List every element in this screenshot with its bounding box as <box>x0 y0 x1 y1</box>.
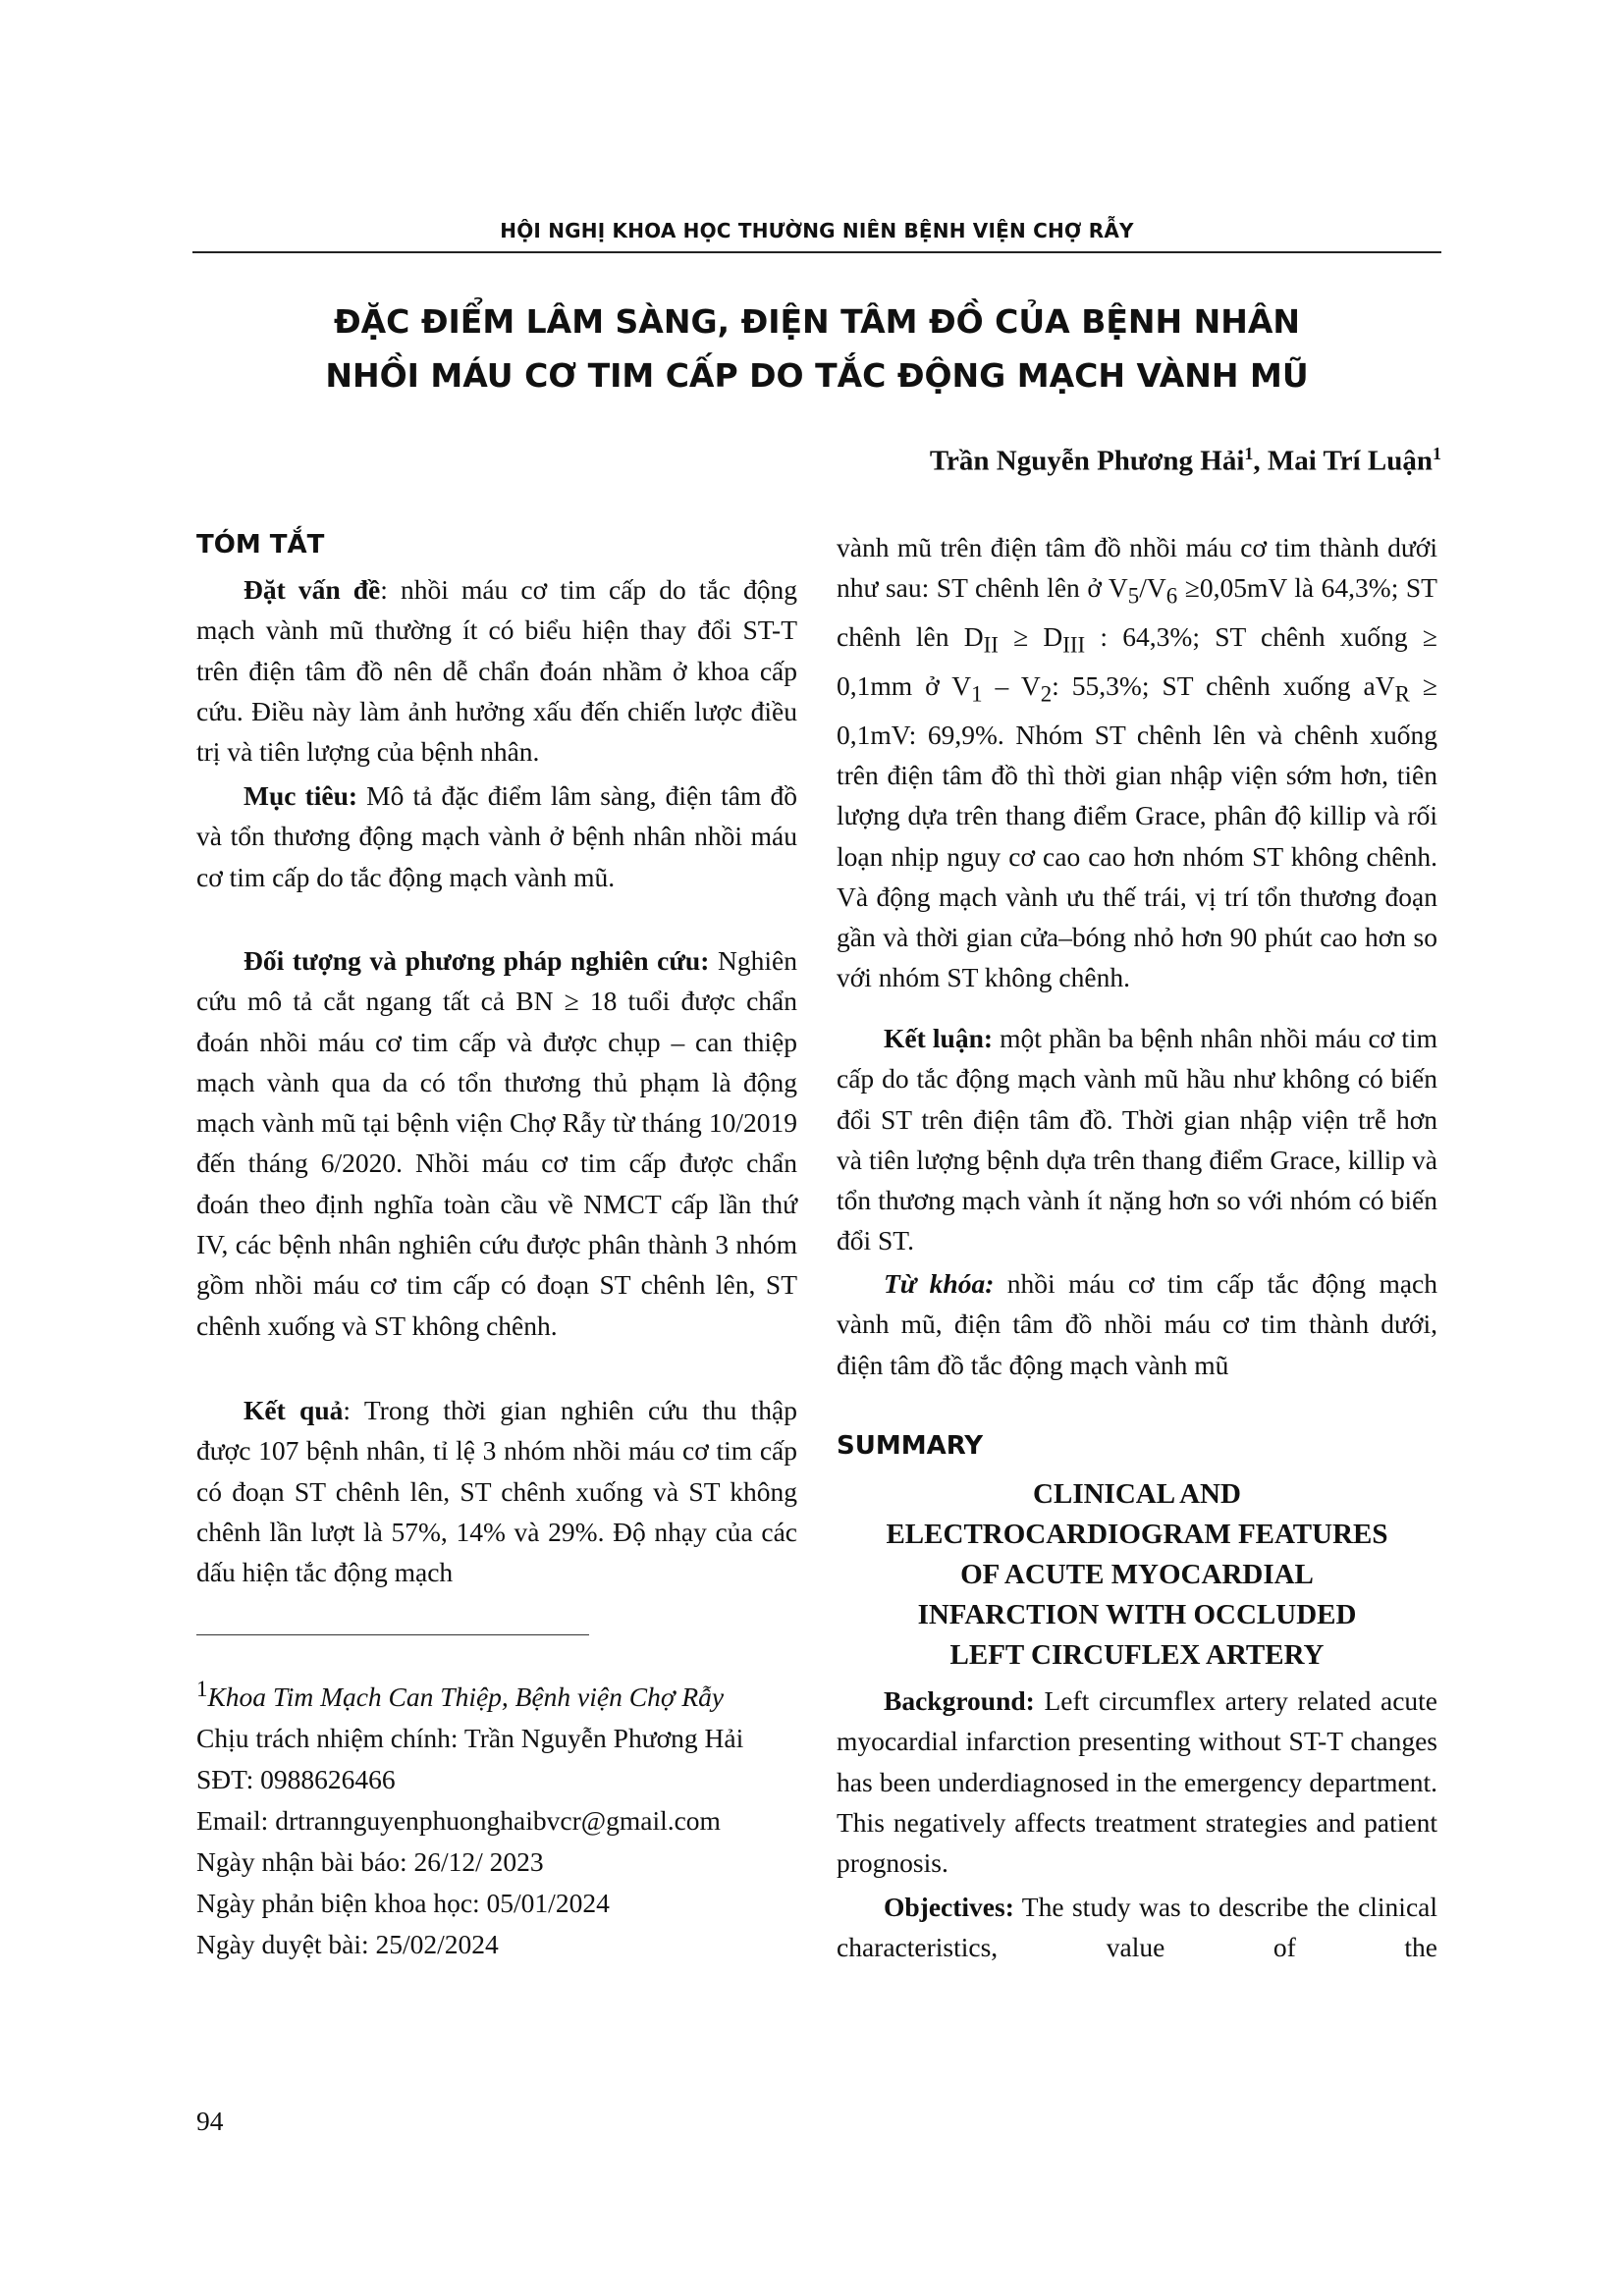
en-background-label: Background: <box>884 1685 1035 1716</box>
lead-dii-sub: II <box>983 632 999 658</box>
conclusion-label: Kết luận: <box>884 1023 994 1053</box>
results-slash: /V <box>1139 572 1166 604</box>
en-objectives-label: Objectives: <box>884 1892 1014 1922</box>
review-date: Ngày phản biện khoa học: 05/01/2024 <box>196 1888 610 1919</box>
methods-text: Nghiên cứu mô tả cắt ngang tất cả BN ≥ 18 tuổi được chẩn đoán nhồi máu cơ tim cấp và được chụp – can thiệp mạch vành qua da có tổn thương thủ phạm là động mạch vành mũ tại bệnh viện Chợ Rẫy từ tháng 10/2019 đến tháng 6/2020. Nhồi máu cơ tim cấp được chẩn đoán theo định nghĩa toàn cầu về NMCT cấp lần thứ IV, các bệnh nhân nghiên cứu được phân thành 3 nhóm gồm nhồi máu cơ tim cấp có đoạn ST chênh lên, ST chênh xuống và ST không chênh. <box>196 945 797 1341</box>
results-cont-1: vành mũ trên điện tâm đồ nhồi máu cơ tim thành dưới như sau: ST chênh lên ở V <box>837 532 1437 604</box>
article-title <box>192 294 1441 402</box>
results-text: : Trong thời gian nghiên cứu thu thập được 107 bệnh nhân, tỉ lệ 3 nhóm nhồi máu cơ tim cấp có đoạn ST chênh lên, ST chênh xuống và ST không chênh lần lượt là 57%, 14% và 29%. Độ nhạy của các dấu hiện tắc động mạch <box>196 1395 798 1588</box>
lead-v1-sub: 1 <box>971 681 983 707</box>
results-geq: ≥ D <box>998 621 1063 653</box>
results-cont-4: : 55,3%; ST chênh xuống aV <box>1052 669 1395 701</box>
abstract-conclusion <box>837 1018 1437 1261</box>
page-number: 94 <box>196 2106 224 2136</box>
objective-label: Mục tiêu: <box>244 780 358 811</box>
lead-v5-sub: 5 <box>1127 583 1140 609</box>
background-label: Đặt vấn đề <box>244 574 381 605</box>
author-separator: , <box>1253 445 1268 477</box>
english-title-line: CLINICAL AND <box>1033 1478 1241 1510</box>
abstract-heading: TÓM TẮT <box>196 530 325 560</box>
objective-text: Mô tả đặc điểm lâm sàng, điện tâm đồ và tổn thương động mạch vành ở bệnh nhân nhồi máu cơ tim cấp do tắc động mạch vành mũ. <box>196 780 797 892</box>
header-rule <box>192 251 1441 253</box>
conclusion-text: một phần ba bệnh nhân nhồi máu cơ tim cấp do tắc động mạch vành mũ hầu như không có biến đổi ST trên điện tâm đồ. Thời gian nhập viện trễ hơn và tiên lượng bệnh dựa trên thang điểm Grace, killip và tổn thương mạch vành ít nặng hơn so với nhóm có biến đổi ST. <box>837 1023 1438 1256</box>
background-text: : nhồi máu cơ tim cấp do tắc động mạch vành mũ thường ít có biểu hiện thay đổi ST-T trên điện tâm đồ nên dễ chẩn đoán nhầm ở khoa cấp cứu. Điều này làm ảnh hưởng xấu đến chiến lược điều trị và tiên lượng của bệnh nhân. <box>196 574 797 768</box>
accepted-date: Ngày duyệt bài: 25/02/2024 <box>196 1929 499 1960</box>
results-cont-2: ≥0,05mV là 64,3%; ST chênh lên D <box>837 572 1437 653</box>
lead-diii-sub: III <box>1062 632 1086 658</box>
results-dash: – V <box>982 669 1041 701</box>
results-cont-5: ≥ 0,1mV: 69,9%. Nhóm ST chênh lên và chênh xuống trên điện tâm đồ thì thời gian nhập viện sớm hơn, tiên lượng dựa trên thang điểm Grace, phân độ killip và rối loạn nhịp nguy cơ cao cao hơn nhóm ST không chênh. Và động mạch vành ưu thế trái, vị trí tổn thương đoạn gần và thời gian cửa–bóng nhỏ hơn 90 phút cao hơn so với nhóm ST không chênh. <box>837 669 1438 993</box>
english-title-line: LEFT CIRCUFLEX ARTERY <box>949 1639 1325 1671</box>
abstract-objective <box>196 775 797 897</box>
author-1-affiliation: 1 <box>1244 444 1254 463</box>
lead-v6-sub: 6 <box>1165 583 1178 609</box>
english-title <box>837 1474 1437 1676</box>
corresponding-author: Chịu trách nhiệm chính: Trần Nguyễn Phương Hải <box>196 1723 744 1754</box>
english-title-line: INFARCTION WITH OCCLUDED <box>917 1599 1357 1630</box>
footnote-rule <box>196 1634 589 1635</box>
summary-heading: SUMMARY <box>837 1431 984 1461</box>
author-1: Trần Nguyễn Phương Hải <box>929 445 1245 477</box>
lead-avr-sub: R <box>1394 681 1410 707</box>
received-date: Ngày nhận bài báo: 26/12/ 2023 <box>196 1846 544 1878</box>
keywords-text: nhồi máu cơ tim cấp tắc động mạch vành mũ, điện tâm đồ nhồi máu cơ tim thành dưới, điện tâm đồ tắc động mạch vành mũ <box>837 1268 1438 1380</box>
results-label: Kết quả <box>244 1395 344 1425</box>
summary-background <box>837 1681 1437 1883</box>
english-title-line: OF ACUTE MYOCARDIAL <box>960 1559 1314 1590</box>
abstract-methods <box>196 940 797 1346</box>
keywords-label: Từ khóa: <box>884 1268 995 1299</box>
footnotes <box>196 1669 797 1965</box>
abstract-background <box>196 569 797 772</box>
en-objectives-text: The study was to describe the clinical characteristics, value of the <box>837 1892 1437 1963</box>
results-cont-3: : 64,3%; ST chênh xuống ≥ 0,1mm ở V <box>837 621 1437 701</box>
affiliation-note <box>196 1669 797 1718</box>
email-address: Email: drtrannguyenphuonghaibvcr@gmail.com <box>196 1805 721 1837</box>
affiliation-sup: 1 <box>196 1677 208 1701</box>
methods-label: Đối tượng và phương pháp nghiên cứu: <box>244 945 710 976</box>
running-header: HỘI NGHỊ KHOA HỌC THƯỜNG NIÊN BỆNH VIỆN CHỢ RẪY <box>500 219 1134 242</box>
title-line-2: NHỒI MÁU CƠ TIM CẤP DO TẮC ĐỘNG MẠCH VÀNH MŨ <box>325 356 1309 395</box>
abstract-results-continued <box>837 527 1437 998</box>
author-2-affiliation: 1 <box>1433 444 1441 463</box>
affiliation-text: Khoa Tim Mạch Can Thiệp, Bệnh viện Chợ Rẫy <box>207 1682 725 1713</box>
author-2: Mai Trí Luận <box>1267 445 1433 477</box>
phone-number: SĐT: 0988626466 <box>196 1764 396 1795</box>
abstract-keywords <box>837 1263 1437 1385</box>
author-list <box>930 444 1441 478</box>
lead-v2-sub: 2 <box>1040 681 1053 707</box>
english-title-line: ELECTROCARDIOGRAM FEATURES <box>886 1519 1388 1550</box>
title-line-1: ĐẶC ĐIỂM LÂM SÀNG, ĐIỆN TÂM ĐỒ CỦA BỆNH NHÂN <box>333 302 1301 341</box>
abstract-results <box>196 1390 797 1592</box>
en-background-text: Left circumflex artery related acute myocardial infarction presenting without ST-T changes has been underdiagnosed in the emergency department. This negatively affects treatment strategies and patient prognosis. <box>837 1685 1437 1879</box>
summary-objectives <box>837 1887 1437 1968</box>
